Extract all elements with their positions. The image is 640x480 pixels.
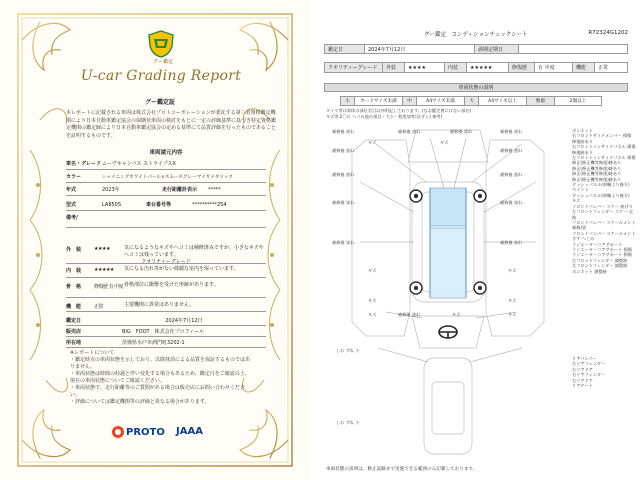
report-title: U-car Grading Report <box>80 68 242 84</box>
note-line: ※レポートについて <box>70 350 115 356</box>
parts-item: 左フロントインサイドパネル 損傷 <box>572 155 636 161</box>
note-line: ・車両状態で、走行距離等のご質問がある場合は販売店にお問い合わせください。 <box>70 385 245 398</box>
proto-logo-text: PROTO <box>126 427 165 438</box>
grade-interior-stars: ★★★★★ <box>94 267 114 273</box>
grade-exterior-stars: ★★★★ <box>94 246 110 252</box>
scratch-label: キズ <box>440 140 449 145</box>
panel-label: 補修後 塗れ <box>332 148 355 153</box>
chassis-value: **********254 <box>192 201 227 208</box>
grade-frame-desc: 骨格部位に衝撃を受けた形跡があります。 <box>124 282 219 288</box>
parts-item: キズ <box>572 198 581 204</box>
parts-item: 左リアドア <box>572 366 593 372</box>
parts-item: ダッシュパネル(車軸より後方) <box>572 192 630 198</box>
panel-label: 補修後 塗れ <box>332 129 355 134</box>
repair-label: 修復歴 <box>509 63 535 72</box>
remarks-label: 備考/ <box>66 215 78 221</box>
vehicle-color-label: カラー <box>66 174 82 180</box>
parts-item: ラジエーターコアサポート 損傷 <box>572 246 632 252</box>
quality-label: クオリティーグレード <box>325 63 383 72</box>
year-mileage-row <box>66 184 266 196</box>
mileage-value: ***** <box>208 186 221 193</box>
interior-wear-label: しわ ずれ 小 <box>336 348 360 353</box>
panel-label: 補修後 塗れ <box>332 172 355 177</box>
parts-item: ボンネット 調整跡 <box>572 268 607 274</box>
grade-exterior-desc: 気になるようなキズやへコミは補修済みですが、小さなキズやへコミは残っています。 <box>124 245 264 258</box>
vehicle-name-label: 車名・グレード <box>66 161 102 167</box>
note-line: ・鑑定時点の車両状態を示しており、以降抹消による品質を保証するものではありません。 <box>70 357 251 370</box>
mileage-label: 走行距離計表示 <box>162 187 198 193</box>
legend-count-key: 数値 <box>527 97 555 105</box>
parts-item: 修正(修正機等修復)跡あり <box>572 160 622 166</box>
model-value: LA850S <box>102 201 122 208</box>
sheet-number: R72324G1202 <box>588 30 628 36</box>
scratch-label: キズ <box>368 312 377 317</box>
report-notes <box>70 350 250 406</box>
interior-wear-label: しわ ずれ 小 <box>336 420 360 425</box>
grade-interior-label: 内 装 <box>66 268 82 274</box>
address-row <box>66 338 266 348</box>
legend-small-key: 小 <box>341 97 355 105</box>
panel-label: 補修後 塗れ <box>500 172 523 177</box>
jaaa-logo <box>176 426 203 437</box>
inspection-date-value: 2024年7月12日 <box>365 45 475 53</box>
parts-item: ラジエーターコアサポート <box>572 241 623 247</box>
scratch-label: キズ <box>452 312 461 317</box>
expiry-label: 満期定期日 <box>475 45 519 53</box>
legend-large-desc: A4サイズ以上 <box>479 97 527 105</box>
certificate-intro: 本レポートに記載される車両は株式会社プロトコーポレーションが委託する第三者資格鑑定機関により日本自動車鑑定協会の保険状車両の検討をもとに一定の評価基準に基づき特定資格鑑定機関の鑑定師により日本自動車鑑定協会の定める基準にて品質評価を行ったものであることを証明するものです。 <box>66 110 277 139</box>
remarks-row <box>66 214 266 228</box>
function-label: 機能 <box>573 63 595 72</box>
interior-label: 内装 <box>445 63 467 72</box>
note-line: ・車両状態は時間の経過と伴い変化する場合もあるため、鑑定日をご確認の上、現在の車両状態についてご確認ください。 <box>70 371 250 384</box>
legend-large-key: 大 <box>465 97 479 105</box>
parts-item: 修正(修正機等修復)跡あり <box>572 171 622 177</box>
expiry-value <box>519 45 627 53</box>
exterior-parts-list <box>572 128 636 274</box>
parts-item: 左リアフェンダー <box>572 361 606 367</box>
sheet-title: グー鑑定 コンディションチェックシート <box>424 32 528 38</box>
issue-date-row <box>66 316 266 326</box>
jaaa-logo-text: JAAA <box>176 426 203 437</box>
parts-item: 修復跡あり <box>572 138 593 144</box>
grade-row-function <box>66 302 266 312</box>
parts-item: フロントバンパー スケールメント <box>572 219 636 225</box>
panel-label: 補修後 塗れ <box>398 312 421 317</box>
year-label: 年式 <box>66 187 77 193</box>
year-value: 2023年 <box>102 187 120 193</box>
certificate-subtitle: グー鑑定証 <box>144 99 175 106</box>
vehicle-name-row <box>66 158 266 170</box>
diagram-note-line: タイヤ等は車体の部位名目以外明記しております。(なお鑑定書にはない部位) <box>326 108 472 113</box>
address-value: 茨城県水戸市酒門町3202-1 <box>122 340 185 346</box>
parts-item: フロントバンパー スケー 曲げり <box>572 203 633 209</box>
panel-label: 補修後 塗れ <box>332 200 355 205</box>
parts-item: ダッシュパネル(車軸より後方) <box>572 182 630 188</box>
parts-item: ペイント <box>572 187 589 193</box>
panel-label: 補修後 塗れ <box>500 129 523 134</box>
vehicle-name-value: ムーヴキャンバス ストライプスX <box>102 161 176 167</box>
parts-item: リアバンパー <box>572 356 597 361</box>
model-label: 型式 <box>66 202 77 208</box>
scratch-label: キズ <box>368 268 377 273</box>
diagram-note-line: キズ等 2〇ロ ヘコみ他の項目・大小・程度加等は(ダン) 参考) <box>326 113 443 119</box>
legend-small-desc: カードサイズ未満 <box>355 97 403 105</box>
parts-item: リアゲート <box>572 383 593 389</box>
exterior-label: 外装 <box>383 63 405 72</box>
function-value: 正常 <box>598 65 609 71</box>
grade-frame-value: 修復歴 有 中度 <box>94 284 124 290</box>
interior-stars: ★★★★★ <box>467 63 509 72</box>
grade-function-value: 正常 <box>94 304 104 310</box>
proto-logo <box>112 426 165 438</box>
shop-name: BIG FOOT 株式会社プロフィール <box>122 329 205 335</box>
date-row <box>324 44 628 54</box>
sheet-footer-note: 車両状態の説明は、修止試験まで実施できる範囲のみ記載しております。 <box>326 467 478 472</box>
chassis-label: 車台番号等 <box>146 202 172 208</box>
parts-item: さす へこみ <box>572 236 595 242</box>
parts-item: ラジエーターコアサポート 損傷 <box>572 252 632 258</box>
parts-item: 右フロントインサイドパネル 損傷 <box>572 144 636 150</box>
scratch-label: キズ <box>368 298 377 303</box>
grade-function-desc: 主要機関に異常はありません。 <box>124 302 195 308</box>
scratch-label: キズ <box>508 312 517 317</box>
panel-label: 補修後 塗れ <box>500 148 523 153</box>
quality-grade-title: クオリティーグレード <box>141 259 191 265</box>
parts-item: 左フロントフェンダー スケー 交換 <box>572 209 633 220</box>
parts-item: 修正(修正機等修復)跡あり <box>572 165 622 171</box>
condition-check-sheet <box>312 0 640 480</box>
parts-item: 左フロントフェンダー 調整跡 <box>572 257 628 263</box>
exterior-stars: ★★★★ <box>405 63 445 72</box>
panel-label: 補修後 塗れ <box>398 129 421 134</box>
address-label: 所在地 <box>66 340 82 346</box>
parts-item: 右リアドア <box>572 377 593 383</box>
grade-row-frame <box>66 282 266 298</box>
goo-badge-icon <box>148 30 174 58</box>
vehicle-color-value: シャイニングホワイトパール×スムースグレーマイカメタリック <box>102 174 233 180</box>
parts-item: 修復跡あり <box>572 149 593 155</box>
grade-exterior-label: 外 装 <box>66 247 82 253</box>
scratch-label: キズ <box>508 268 517 273</box>
proto-mark-icon <box>112 426 124 438</box>
scratch-label: キズ <box>368 140 377 145</box>
badge-caption: グー鑑定 <box>152 59 173 65</box>
parts-item: 左フロントフェンダー 調整跡 <box>572 263 628 269</box>
scratch-label: キズ <box>508 298 517 303</box>
panel-label: 補修後 塗れ <box>500 200 523 205</box>
legend-medium-key: 中 <box>403 97 417 105</box>
rear-parts-list <box>572 356 636 388</box>
grading-certificate <box>0 0 310 480</box>
parts-item: 右フロントサイドメンバー 損傷 <box>572 133 632 139</box>
inspection-date-label: 鑑定日 <box>325 45 365 53</box>
vehicle-damage-diagram <box>326 122 570 462</box>
grade-interior-desc: 気になる汚れ等がない綺麗な室内を保っています。 <box>124 266 239 272</box>
grade-row-exterior <box>66 245 266 264</box>
model-chassis-row <box>66 199 266 211</box>
parts-item: ボンネット <box>572 128 593 133</box>
grade-function-label: 機 能 <box>66 304 82 310</box>
note-line: ・評価については鑑定機関等の評価と異なる場合があります。 <box>70 399 210 405</box>
parts-item: 補修/塗 <box>572 225 586 231</box>
diagram-note <box>326 108 566 119</box>
legend-count-desc: 2個以上 <box>569 99 587 104</box>
panel-label: 補修後 塗れ <box>332 240 355 245</box>
issue-date-value: 2024年7月12日 <box>165 318 203 324</box>
issue-date-label: 鑑定日 <box>66 318 82 324</box>
shop-label: 販売店 <box>66 329 82 335</box>
panel-label: 補修後 塗れ <box>500 240 523 245</box>
vehicle-color-row <box>66 171 266 183</box>
panel-label: 補修後 塗れ <box>450 129 473 134</box>
parts-item: フロントバンパー スケールメント <box>572 230 636 236</box>
condition-section-title: 車両状態の説明 <box>324 83 628 92</box>
vehicle-box-title: 車両請元内容 <box>149 150 183 156</box>
grade-frame-label: 骨 格 <box>66 284 82 290</box>
damage-size-legend <box>340 96 602 106</box>
parts-item: 修正(修正機等修復)跡あり <box>572 176 622 182</box>
repair-value: 有 中度 <box>535 63 573 72</box>
parts-item: 右リアフェンダー <box>572 372 606 378</box>
shop-row <box>66 327 266 337</box>
grade-row-interior <box>66 266 266 278</box>
legend-medium-desc: A4サイズ未満 <box>417 97 465 105</box>
quality-row <box>324 62 628 73</box>
